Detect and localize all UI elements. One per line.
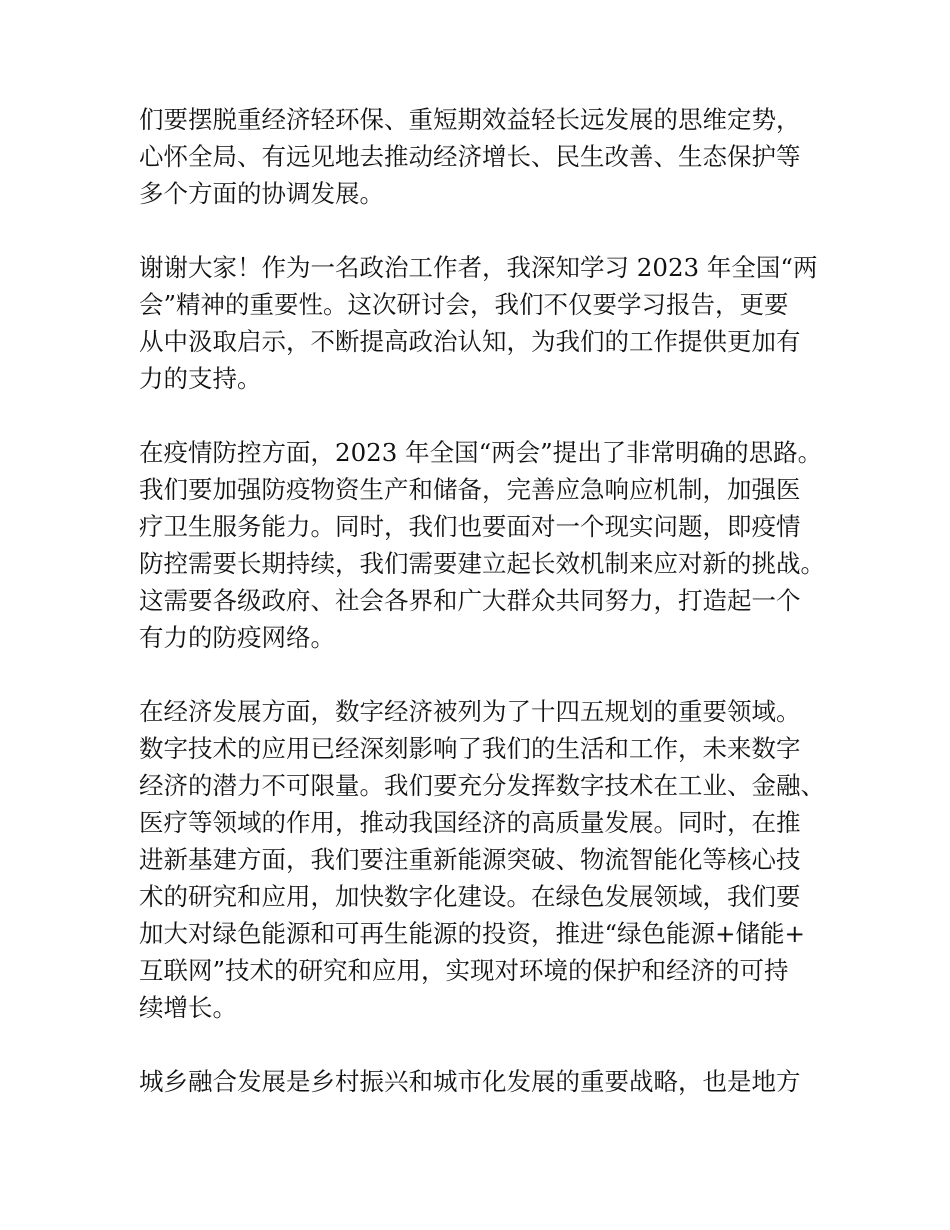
text-line: 防控需要长期持续，我们需要建立起长效机制来应对新的挑战。: [139, 549, 825, 578]
text-line: 疗卫生服务能力。同时，我们也要面对一个现实问题，即疫情: [139, 512, 801, 541]
paragraph: [139, 693, 829, 1026]
text-line: 互联网”技术的研究和应用，实现对环境的保护和经济的可持: [139, 956, 789, 985]
text-line: 从中汲取启示，不断提高政治认知，为我们的工作提供更加有: [139, 327, 801, 356]
text-line: 多个方面的协调发展。: [139, 179, 384, 208]
paragraph: [139, 101, 829, 212]
text-line: 在疫情防控方面，2023 年全国“两会”提出了非常明确的思路。: [139, 438, 823, 467]
text-line: 术的研究和应用，加快数字化建设。在绿色发展领域，我们要: [139, 882, 801, 911]
document-body: [139, 101, 829, 1137]
text-line: 加大对绿色能源和可再生能源的投资，推进“绿色能源+储能+: [139, 919, 806, 948]
text-line: 我们要加强防疫物资生产和储备，完善应急响应机制，加强医: [139, 475, 801, 504]
paragraph: [139, 1063, 829, 1100]
text-line: 在经济发展方面，数字经济被列为了十四五规划的重要领域。: [139, 697, 801, 726]
text-line: 心怀全局、有远见地去推动经济增长、民生改善、生态保护等: [139, 142, 801, 171]
text-line: 医疗等领域的作用，推动我国经济的高质量发展。同时，在推: [139, 808, 801, 837]
text-line: 数字技术的应用已经深刻影响了我们的生活和工作，未来数字: [139, 734, 801, 763]
text-line: 力的支持。: [139, 364, 262, 393]
text-line: 有力的防疫网络。: [139, 623, 335, 652]
text-line: 续增长。: [139, 993, 237, 1022]
text-line: 们要摆脱重经济轻环保、重短期效益轻长远发展的思维定势，: [139, 105, 801, 134]
text-line: 城乡融合发展是乡村振兴和城市化发展的重要战略，也是地方: [139, 1067, 801, 1096]
text-line: 进新基建方面，我们要注重新能源突破、物流智能化等核心技: [139, 845, 801, 874]
text-line: 谢谢大家！作为一名政治工作者，我深知学习 2023 年全国“两: [139, 253, 818, 282]
text-line: 经济的潜力不可限量。我们要充分发挥数字技术在工业、金融、: [139, 771, 825, 800]
paragraph: [139, 249, 829, 397]
paragraph: [139, 434, 829, 656]
text-line: 这需要各级政府、社会各界和广大群众共同努力，打造起一个: [139, 586, 801, 615]
text-line: 会”精神的重要性。这次研讨会，我们不仅要学习报告，更要: [139, 290, 789, 319]
